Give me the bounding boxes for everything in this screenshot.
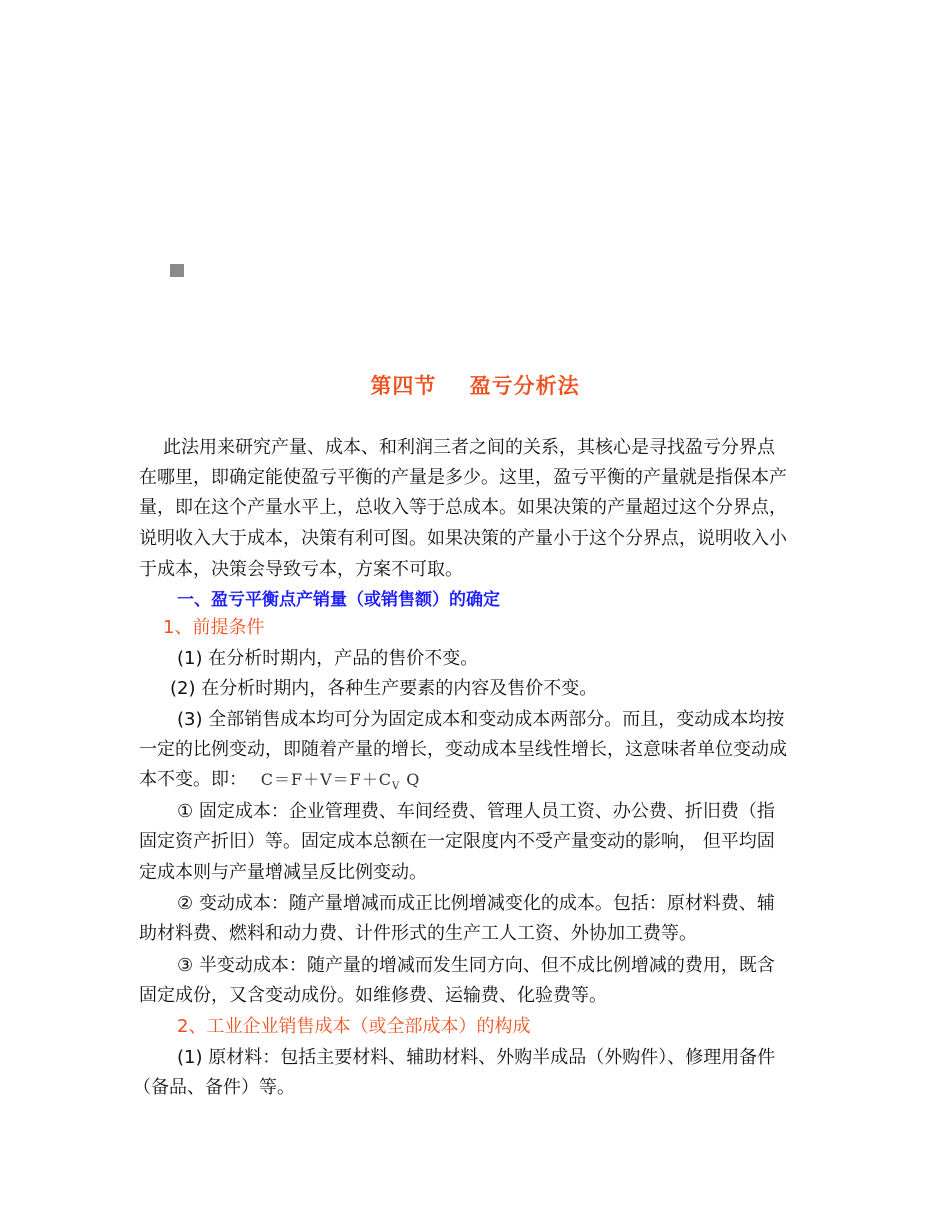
semi-variable-cost-line-1: ③ 半变动成本：随产量的增减而发生同方向、但不成比例增减的费用，既含	[177, 955, 775, 976]
intro-line-1: 此法用来研究产量、成本、和利润三者之间的关系，其核心是寻找盈亏分界点	[163, 437, 775, 458]
variable-cost-line-2: 助材料费、燃料和动力费、计件形式的生产工人工资、外协加工费等。	[139, 923, 697, 944]
condition-3-line-2: 一定的比例变动，即随着产量的增长，变动成本呈线性增长，这意味者单位变动成	[139, 739, 787, 760]
cost-formula	[260, 770, 421, 793]
section-title: 第四节 盈亏分析法	[370, 374, 580, 398]
intro-line-2: 在哪里，即确定能使盈亏平衡的产量是多少。这里，盈亏平衡的产量就是指保本产	[139, 467, 787, 488]
bullet-square-icon	[170, 264, 184, 277]
intro-line-3: 量，即在这个产量水平上，总收入等于总成本。如果决策的产量超过这个分界点，	[139, 497, 787, 518]
intro-line-5: 于成本，决策会导致亏本，方案不可取。	[139, 559, 463, 580]
formula-subscript: V	[391, 781, 401, 793]
subheading-preconditions: 1、前提条件	[163, 617, 265, 638]
condition-3-line-1: (3) 全部销售成本均可分为固定成本和变动成本两部分。而且，变动成本均按	[177, 709, 785, 730]
intro-line-4: 说明收入大于成本，决策有利可图。如果决策的产量小于这个分界点，说明收入小	[139, 528, 787, 549]
raw-material-line-2: （备品、备件）等。	[133, 1077, 295, 1098]
condition-3-line-3	[139, 769, 420, 798]
subheading-cost-composition: 2、工业企业销售成本（或全部成本）的构成	[177, 1016, 531, 1037]
formula-end: Q	[406, 770, 421, 789]
heading-breakeven: 一、盈亏平衡点产销量（或销售额）的确定	[177, 590, 500, 610]
condition-2: (2) 在分析时期内，各种生产要素的内容及售价不变。	[170, 678, 598, 699]
fixed-cost-line-2: 固定资产折旧）等。固定成本总额在一定限度内不受产量变动的影响， 但平均固	[139, 831, 775, 852]
formula-main: C＝F＋V＝F＋C	[260, 770, 392, 789]
fixed-cost-line-1: ① 固定成本：企业管理费、车间经费、管理人员工资、办公费、折旧费（指	[177, 801, 775, 822]
raw-material-line-1: (1) 原材料：包括主要材料、辅助材料、外购半成品（外购件）、修理用备件	[177, 1047, 776, 1068]
semi-variable-cost-line-2: 固定成份，又含变动成份。如维修费、运输费、化验费等。	[139, 985, 607, 1006]
condition-1: (1) 在分析时期内，产品的售价不变。	[177, 648, 479, 669]
condition-3-tail: 本不变。即：	[139, 769, 247, 790]
fixed-cost-line-3: 定成本则与产量增减呈反比例变动。	[139, 862, 427, 883]
variable-cost-line-1: ② 变动成本：随产量增减而成正比例增减变化的成本。包括：原材料费、辅	[177, 893, 775, 914]
